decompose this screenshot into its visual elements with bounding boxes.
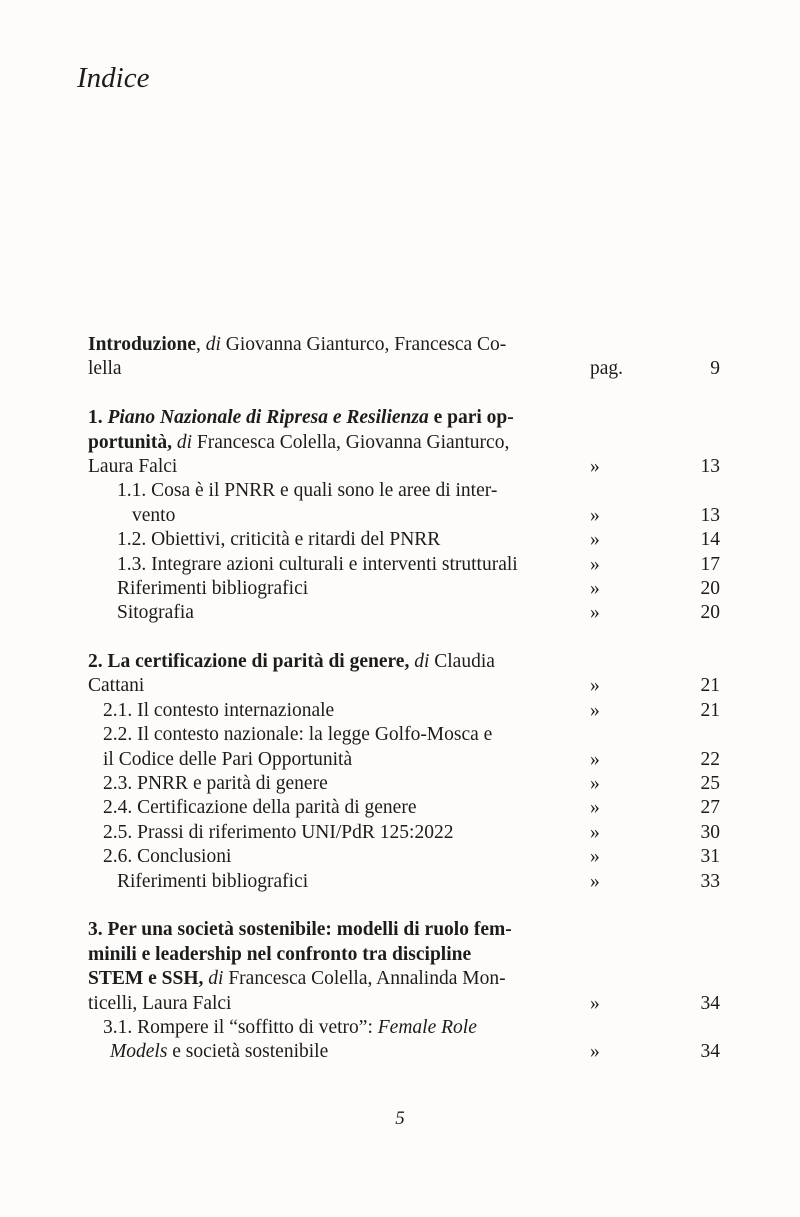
ditto-mark: »	[590, 748, 600, 770]
ditto-mark: »	[590, 455, 600, 477]
page-ref: 33	[700, 870, 720, 892]
page-ref: 13	[700, 455, 720, 477]
toc-section-2-2-cont: il Codice delle Pari Opportunità » 22	[88, 748, 728, 772]
toc-references-2[interactable]: Riferimenti bibliografici » 33	[88, 870, 728, 894]
ditto-mark: »	[590, 992, 600, 1014]
toc-section-2-3[interactable]: 2.3. PNRR e parità di genere » 25	[88, 772, 728, 796]
toc-sitografia-1[interactable]: Sitografia » 20	[88, 601, 728, 625]
toc-section-1-1-cont: vento » 13	[88, 504, 728, 528]
page-ref: 31	[700, 846, 720, 868]
ditto-mark: »	[590, 504, 600, 526]
toc-chapter-1[interactable]: 1. Piano Nazionale di Ripresa e Resilienza e pari op-	[88, 407, 514, 429]
toc-section-3-1-cont: Models e società sostenibile » 34	[88, 1040, 728, 1064]
toc-section-1-3[interactable]: 1.3. Integrare azioni culturali e interventi strutturali » 17	[88, 553, 728, 577]
toc-section-2-4[interactable]: 2.4. Certificazione della parità di genere » 27	[88, 796, 728, 820]
toc-chapter-1-authors: Laura Falci » 13	[88, 455, 728, 479]
page-ref: 30	[700, 821, 720, 843]
ditto-mark: »	[590, 675, 600, 697]
page-ref: 20	[700, 577, 720, 599]
page-ref: 27	[700, 797, 720, 819]
toc-section-2-5[interactable]: 2.5. Prassi di riferimento UNI/PdR 125:2022 » 30	[88, 821, 728, 845]
ditto-mark: »	[590, 529, 600, 551]
toc-entry-introduzione[interactable]: Introduzione, di Giovanna Gianturco, Francesca Co-	[88, 334, 507, 355]
toc-references-1[interactable]: Riferimenti bibliografici » 20	[88, 577, 728, 601]
ditto-mark: »	[590, 821, 600, 843]
toc-chapter-1-cont: portunità, di Francesca Colella, Giovanna Gianturco,	[88, 431, 510, 453]
toc-chapter-3-cont: minili e leadership nel confronto tra discipline	[88, 943, 472, 965]
page-ref: 17	[700, 553, 720, 575]
toc-section-1-2[interactable]: 1.2. Obiettivi, criticità e ritardi del PNRR » 14	[88, 528, 728, 552]
page-title: Indice	[77, 62, 150, 94]
toc-entry-introduzione-cont[interactable]: lella pag. 9	[88, 357, 728, 381]
toc-chapter-3-authors: ticelli, Laura Falci » 34	[88, 992, 728, 1016]
table-of-contents	[88, 333, 728, 1065]
ditto-mark: »	[590, 773, 600, 795]
ditto-mark: »	[590, 553, 600, 575]
page-number: 5	[395, 1108, 405, 1129]
toc-chapter-2-author: Cattani » 21	[88, 674, 728, 698]
page-ref: 34	[700, 1041, 720, 1063]
toc-chapter-3[interactable]: 3. Per una società sostenibile: modelli di ruolo fem-	[88, 919, 512, 941]
toc-chapter-3-cont2: STEM e SSH, di Francesca Colella, Annalinda Mon-	[88, 968, 506, 990]
toc-section-3-1[interactable]: 3.1. Rompere il “soffitto di vetro”: Female Role	[103, 1016, 477, 1038]
toc-section-2-6[interactable]: 2.6. Conclusioni » 31	[88, 845, 728, 869]
page-ref: 34	[700, 992, 720, 1014]
page-ref: 13	[700, 504, 720, 526]
page-ref: 9	[710, 358, 720, 380]
page-ref: 22	[700, 748, 720, 770]
ditto-mark: »	[590, 870, 600, 892]
ditto-mark: »	[590, 797, 600, 819]
ditto-mark: »	[590, 846, 600, 868]
page-ref: 14	[700, 529, 720, 551]
page-ref: 21	[700, 699, 720, 721]
toc-section-1-1[interactable]: 1.1. Cosa è il PNRR e quali sono le aree di inter-	[117, 480, 498, 502]
ditto-mark: »	[590, 577, 600, 599]
page-ref: 21	[700, 675, 720, 697]
ditto-mark: »	[590, 699, 600, 721]
page-ref: 25	[700, 773, 720, 795]
ditto-mark: »	[590, 1041, 600, 1063]
toc-section-2-2[interactable]: 2.2. Il contesto nazionale: la legge Golfo-Mosca e	[103, 724, 493, 746]
pag-label: pag.	[590, 358, 624, 380]
toc-section-2-1[interactable]: 2.1. Il contesto internazionale » 21	[88, 699, 728, 723]
ditto-mark: »	[590, 602, 600, 624]
page-ref: 20	[700, 602, 720, 624]
toc-chapter-2[interactable]: 2. La certificazione di parità di genere, di Claudia	[88, 651, 495, 673]
